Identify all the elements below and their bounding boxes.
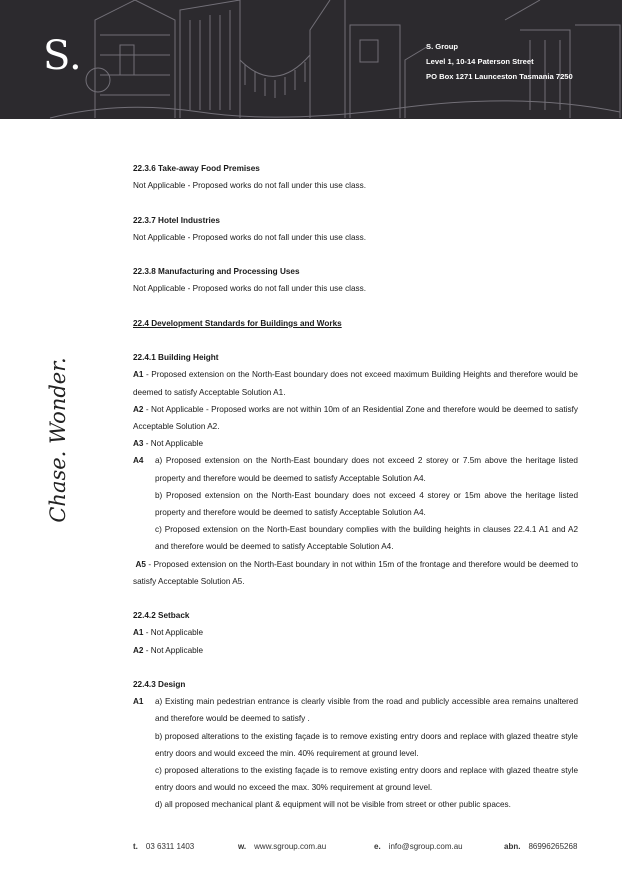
tagline-vertical: Chase. Wonder.: [46, 357, 70, 523]
footer-abn: abn. 86996265268: [504, 842, 578, 851]
clause-22-4-1-a4-a: a) Proposed extension on the North-East boundary does not exceed 2 storey or 7.5m above the heritage listed property and therefore would be deemed to satisfy Acceptable Solution A4.: [155, 456, 578, 483]
letterhead-banner: [0, 0, 622, 119]
footer-phone: t. 03 6311 1403: [133, 842, 195, 851]
clause-22-4-3-a1-d: d) all proposed mechanical plant & equipment will not be visible from street or other public spaces.: [155, 800, 511, 810]
clause-22-4-1-a5: A5 - Proposed extension on the North-East boundary in not within 15m of the frontage and therefore would be deemed to satisfy Acceptable Solution A5.: [133, 559, 578, 586]
clause-22-4-1-a4: [133, 452, 578, 555]
section-text-22-3-6: Not Applicable - Proposed works do not fall under this use class.: [133, 181, 367, 191]
clause-22-4-3-a1-c: c) proposed alterations to the existing façade is to remove existing entry doors and replace with glazed theatre style entry doors and would no exceed the max. 30% requirement at ground level.: [155, 766, 578, 793]
section-title-22-4-2: 22.4.2 Setback: [133, 611, 190, 621]
clause-22-4-1-a4-b: b) Proposed extension on the North-East boundary does not exceed 4 storey or 15m above the heritage listed property and therefore would be deemed to satisfy Acceptable Solution A4.: [155, 490, 578, 517]
clause-22-4-1-a2: A2 - Not Applicable - Proposed works are not within 10m of an Residential Zone and therefore would be deemed to satisfy Acceptable Solution A2.: [133, 404, 578, 431]
company-address: [426, 39, 573, 84]
section-text-22-3-7: Not Applicable - Proposed works do not fall under this use class.: [133, 232, 367, 242]
clause-22-4-1-a1: A1 - Proposed extension on the North-East boundary does not exceed maximum Building Heights and therefore would be deemed to satisfy Acceptable Solution A1.: [133, 370, 578, 397]
address-line-2: PO Box 1271 Launceston Tasmania 7250: [426, 72, 573, 81]
section-title-22-4-1: 22.4.1 Building Height: [133, 353, 219, 363]
footer-website[interactable]: w. www.sgroup.com.au: [238, 842, 327, 851]
section-title-22-4: 22.4 Development Standards for Buildings and Works: [133, 318, 342, 328]
address-line-1: Level 1, 10-14 Paterson Street: [426, 57, 534, 66]
document-body: [133, 160, 578, 814]
section-title-22-3-6: 22.3.6 Take-away Food Premises: [133, 164, 260, 173]
section-title-22-3-7: 22.3.7 Hotel Industries: [133, 215, 220, 225]
company-logo: S.: [43, 33, 82, 79]
clause-tag: A1: [133, 697, 144, 707]
section-title-22-3-8: 22.3.8 Manufacturing and Processing Uses: [133, 267, 300, 277]
clause-22-4-3-a1: [133, 693, 578, 813]
clause-22-4-1-a4-c: c) Proposed extension on the North-East boundary complies with the building heights in clauses 22.4.1 A1 and A2 and therefore would be deemed to satisfy Acceptable Solution A4.: [155, 525, 578, 552]
footer-email[interactable]: e. info@sgroup.com.au: [374, 842, 463, 851]
clause-22-4-1-a3: A3 - Not Applicable: [133, 439, 204, 449]
clause-22-4-2-a1: A1 - Not Applicable: [133, 628, 204, 638]
section-title-22-4-3: 22.4.3 Design: [133, 680, 186, 689]
company-name: S. Group: [426, 42, 459, 51]
clause-22-4-2-a2: A2 - Not Applicable: [133, 645, 204, 655]
clause-tag: A4: [133, 456, 144, 466]
clause-22-4-3-a1-a: a) Existing main pedestrian entrance is clearly visible from the road and publicly accessible area remains unaltered and therefore would be deemed to satisfy .: [155, 697, 578, 724]
clause-22-4-3-a1-b: b) proposed alterations to the existing façade is to remove existing entry doors and replace with glazed theatre style entry doors and would exceed the min. 40% requirement at ground level.: [155, 731, 578, 758]
section-text-22-3-8: Not Applicable - Proposed works do not fall under this use class.: [133, 284, 367, 294]
